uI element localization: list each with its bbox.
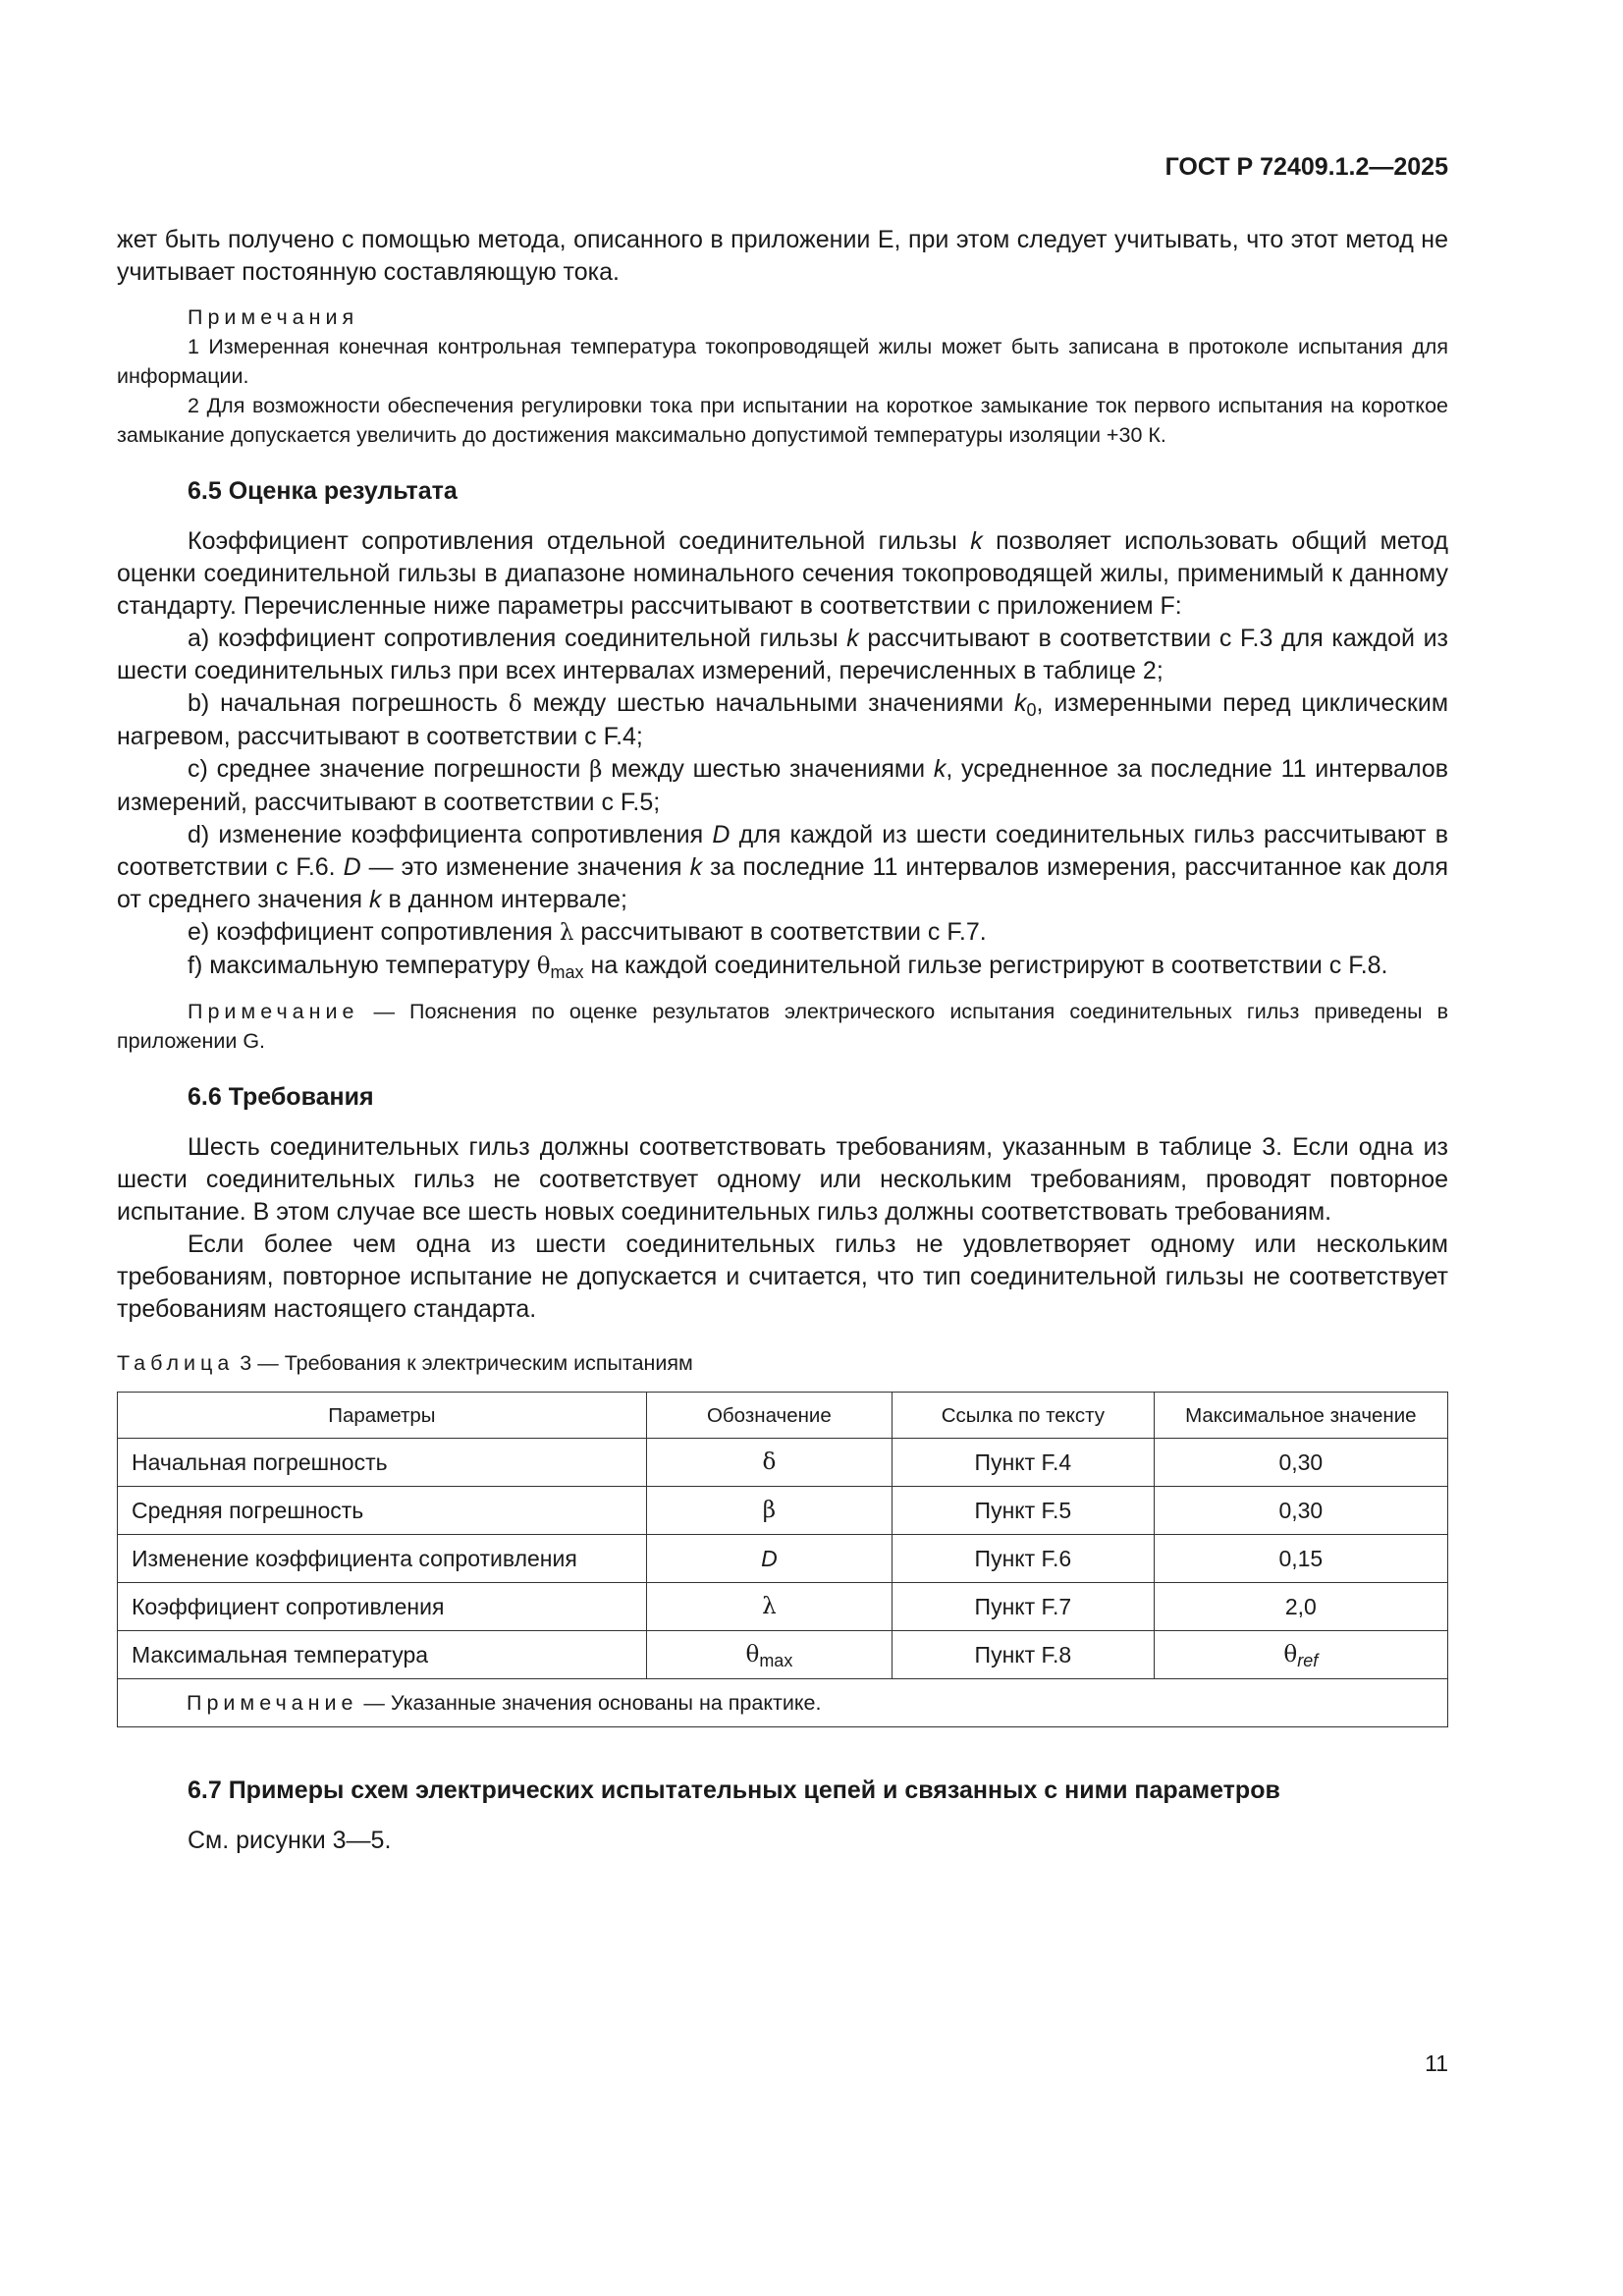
section-6-7-text: См. рисунки 3—5.: [188, 1827, 392, 1854]
row-max-value: 2,0: [1154, 1583, 1447, 1631]
row-symbol: D: [646, 1535, 892, 1583]
document-code: ГОСТ Р 72409.1.2—2025: [1164, 153, 1448, 181]
intro-notes: [117, 302, 1448, 450]
row-max-value: 0,15: [1154, 1535, 1447, 1583]
section-6-6-paragraph-2: Если более чем одна из шести соединительных гильз не удовлетворяет одному или нескольким требованиям, повторное испытание не допускается и считается, что тип соединительной гильзы не соответствует требованиям настоящего стандарта.: [117, 1230, 1448, 1323]
header-parameters: Параметры: [118, 1393, 647, 1439]
row-reference: Пункт F.4: [893, 1439, 1155, 1487]
table-header-row: [118, 1393, 1448, 1439]
page-number: 11: [1425, 2050, 1448, 2076]
row-symbol: $\theta_{max}$: [646, 1631, 892, 1679]
section-6-6-paragraph-1: Шесть соединительных гильз должны соответствовать требованиям, указанным в таблице 3. Если одна из шести соединительных гильз не соответствует одному или нескольким требованиям, проводят повторное испытание. В этом случае все шесть новых соединительных гильз должны соответствовать требованиям.: [117, 1133, 1448, 1226]
row-symbol: δ: [646, 1439, 892, 1487]
row-parameter: Начальная погрешность: [118, 1439, 647, 1487]
list-item-e: е) коэффициент сопротивления λ рассчитывают в соответствии с F.7.: [188, 918, 987, 946]
header-reference: Ссылка по тексту: [893, 1393, 1155, 1439]
row-reference: Пункт F.8: [893, 1631, 1155, 1679]
row-max-value: 0,30: [1154, 1439, 1447, 1487]
row-symbol: λ: [646, 1583, 892, 1631]
table-row: [118, 1535, 1448, 1583]
requirements-table: [117, 1392, 1448, 1727]
row-parameter: Изменение коэффициента сопротивления: [118, 1535, 647, 1583]
notes-label: Примечания: [188, 305, 359, 329]
note-1: 1 Измеренная конечная контрольная температура токопроводящей жилы может быть записана в протоколе испытания для информации.: [117, 335, 1448, 388]
page-content: [117, 224, 1448, 1857]
section-6-7-heading: 6.7 Примеры схем электрических испытательных цепей и связанных с ними параметров: [188, 1777, 1280, 1804]
intro-paragraph: жет быть получено с помощью метода, описанного в приложении Е, при этом следует учитывать, что этот метод не учитывает постоянную составляющую тока.: [117, 226, 1448, 286]
row-parameter: Коэффициент сопротивления: [118, 1583, 647, 1631]
table-note: Примечание — Указанные значения основаны на практике.: [118, 1679, 1448, 1727]
note-2: 2 Для возможности обеспечения регулировки тока при испытании на короткое замыкание ток первого испытания на короткое замыкание допускается увеличить до достижения максимально допустимой температуры изоляции +30 К.: [117, 394, 1448, 447]
row-parameter: Средняя погрешность: [118, 1487, 647, 1535]
list-item-c: c) среднее значение погрешности β между шестью значениями k, усредненное за последние 11 интервалов измерений, рассчитывают в соответствии с F.5;: [117, 755, 1448, 816]
table-row: [118, 1487, 1448, 1535]
list-item-a: а) коэффициент сопротивления соединительной гильзы k рассчитывают в соответствии с F.3 для каждой из шести соединительных гильз при всех интервалах измерений, перечисленных в таблице 2;: [117, 625, 1448, 684]
section-6-5-paragraph: Коэффициент сопротивления отдельной соединительной гильзы k позволяет использовать общий метод оценки соединительной гильзы в диапазоне номинального сечения токопроводящей жилы, применимый к данному стандарту. Перечисленные ниже параметры рассчитывают в соответствии с приложением F:: [117, 527, 1449, 620]
section-6-5-heading: 6.5 Оценка результата: [188, 477, 458, 505]
table-row: [118, 1439, 1448, 1487]
row-symbol: β: [646, 1487, 892, 1535]
row-reference: Пункт F.5: [893, 1487, 1155, 1535]
row-parameter: Максимальная температура: [118, 1631, 647, 1679]
table-caption: Таблица 3 — Требования к электрическим испытаниям: [117, 1351, 693, 1375]
row-reference: Пункт F.7: [893, 1583, 1155, 1631]
header-symbol: Обозначение: [646, 1393, 892, 1439]
section-6-6-heading: 6.6 Требования: [188, 1083, 374, 1111]
table-note-row: [118, 1679, 1448, 1727]
list-item-f: f) максимальную температуру $\theta_{max}$ на каждой соединительной гильзе регистрируют в соответствии с F.8.: [188, 952, 1388, 982]
table-row: [118, 1583, 1448, 1631]
list-item-b: b) начальная погрешность δ между шестью начальными значениями $k_0$, измеренными перед циклическим нагревом, рассчитывают в соответствии с F.4;: [117, 689, 1449, 750]
row-max-value: 0,30: [1154, 1487, 1447, 1535]
list-item-d: d) изменение коэффициента сопротивления D для каждой из шести соединительных гильз рассчитывают в соответствии с F.6. D — это изменение значения k за последние 11 интервалов измерения, рассчитанное как доля от среднего значения k в данном интервале;: [117, 821, 1449, 913]
row-max-value: $\theta_{ref}$: [1154, 1631, 1447, 1679]
table-row: [118, 1631, 1448, 1679]
header-max-value: Максимальное значение: [1154, 1393, 1447, 1439]
row-reference: Пункт F.6: [893, 1535, 1155, 1583]
parameter-list: [117, 623, 1448, 983]
section-6-5-note: Примечание — Пояснения по оценке результатов электрического испытания соединительных гильз приведены в приложении G.: [117, 1000, 1448, 1053]
